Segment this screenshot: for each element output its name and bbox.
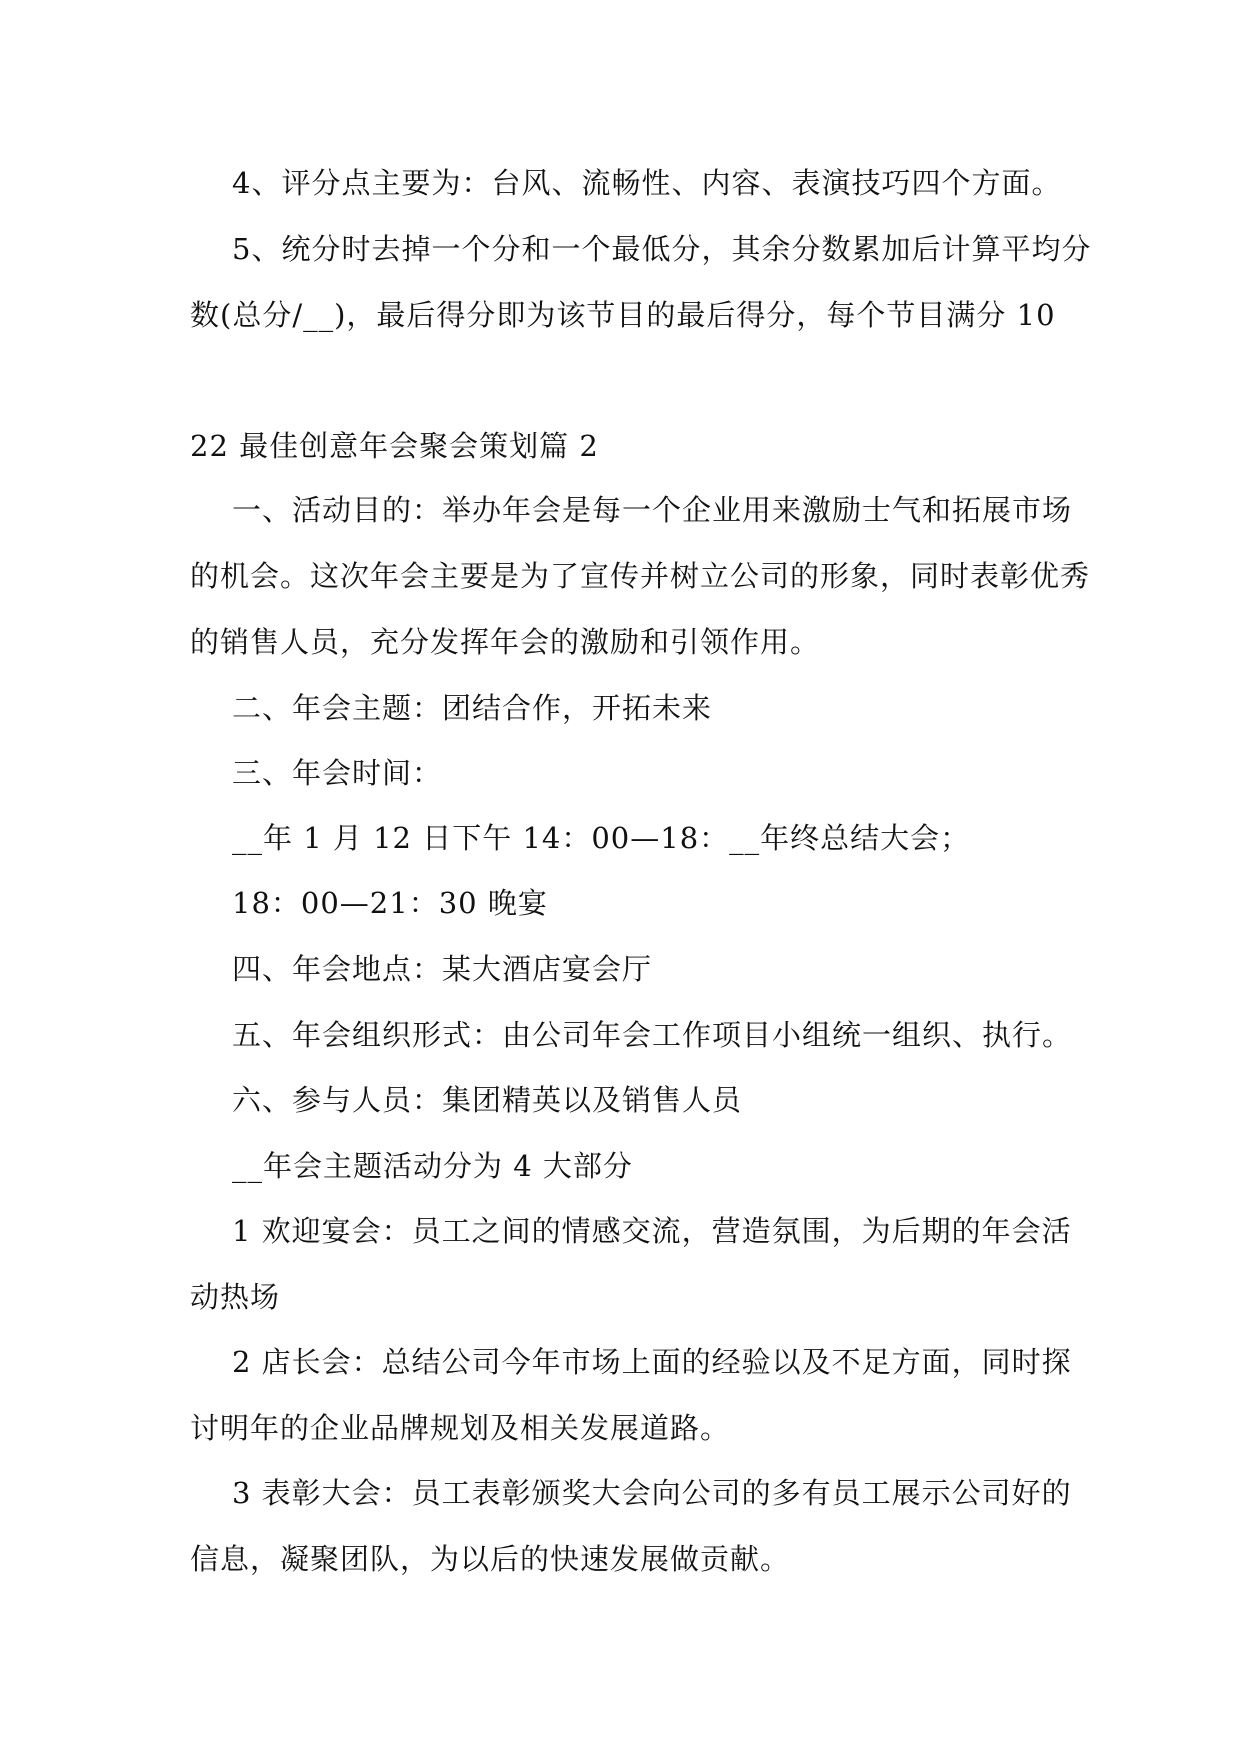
paragraph-time-meeting: __年 1 月 12 日下午 14：00—18：__年终总结大会； (232, 821, 971, 855)
paragraph-purpose-cont-1: 的机会。这次年会主要是为了宣传并树立公司的形象，同时表彰优秀 (190, 559, 1091, 593)
paragraph-part-1: 1 欢迎宴会：员工之间的情感交流，营造氛围，为后期的年会活 (232, 1214, 1072, 1248)
paragraph-scoring-method: 5、统分时去掉一个分和一个最低分，其余分数累加后计算平均分 (232, 232, 1092, 266)
paragraph-scoring-method-cont: 数(总分/__)，最后得分即为该节目的最后得分，每个节目满分 10 (190, 298, 1056, 332)
section-heading: 22 最佳创意年会聚会策划篇 2 (190, 429, 599, 463)
paragraph-venue: 四、年会地点：某大酒店宴会厅 (232, 952, 653, 986)
paragraph-organization: 五、年会组织形式：由公司年会工作项目小组统一组织、执行。 (232, 1018, 1073, 1052)
paragraph-part-2: 2 店长会：总结公司今年市场上面的经验以及不足方面，同时探 (232, 1345, 1072, 1379)
paragraph-parts-intro: __年会主题活动分为 4 大部分 (232, 1149, 633, 1183)
paragraph-purpose-cont-2: 的销售人员，充分发挥年会的激励和引领作用。 (190, 625, 821, 659)
paragraph-part-2-cont: 讨明年的企业品牌规划及相关发展道路。 (190, 1411, 731, 1445)
paragraph-time-banquet: 18：00—21：30 晚宴 (232, 886, 548, 920)
paragraph-part-1-cont: 动热场 (190, 1280, 281, 1314)
paragraph-time-heading: 三、年会时间： (232, 756, 443, 790)
paragraph-participants: 六、参与人员：集团精英以及销售人员 (232, 1083, 743, 1117)
paragraph-theme: 二、年会主题：团结合作，开拓未来 (232, 691, 713, 725)
paragraph-part-3-cont: 信息，凝聚团队，为以后的快速发展做贡献。 (190, 1542, 791, 1576)
paragraph-part-3: 3 表彰大会：员工表彰颁奖大会向公司的多有员工展示公司好的 (232, 1476, 1072, 1510)
paragraph-scoring-points: 4、评分点主要为：台风、流畅性、内容、表演技巧四个方面。 (232, 166, 1062, 200)
paragraph-purpose: 一、活动目的：举办年会是每一个企业用来激励士气和拓展市场 (232, 493, 1073, 527)
